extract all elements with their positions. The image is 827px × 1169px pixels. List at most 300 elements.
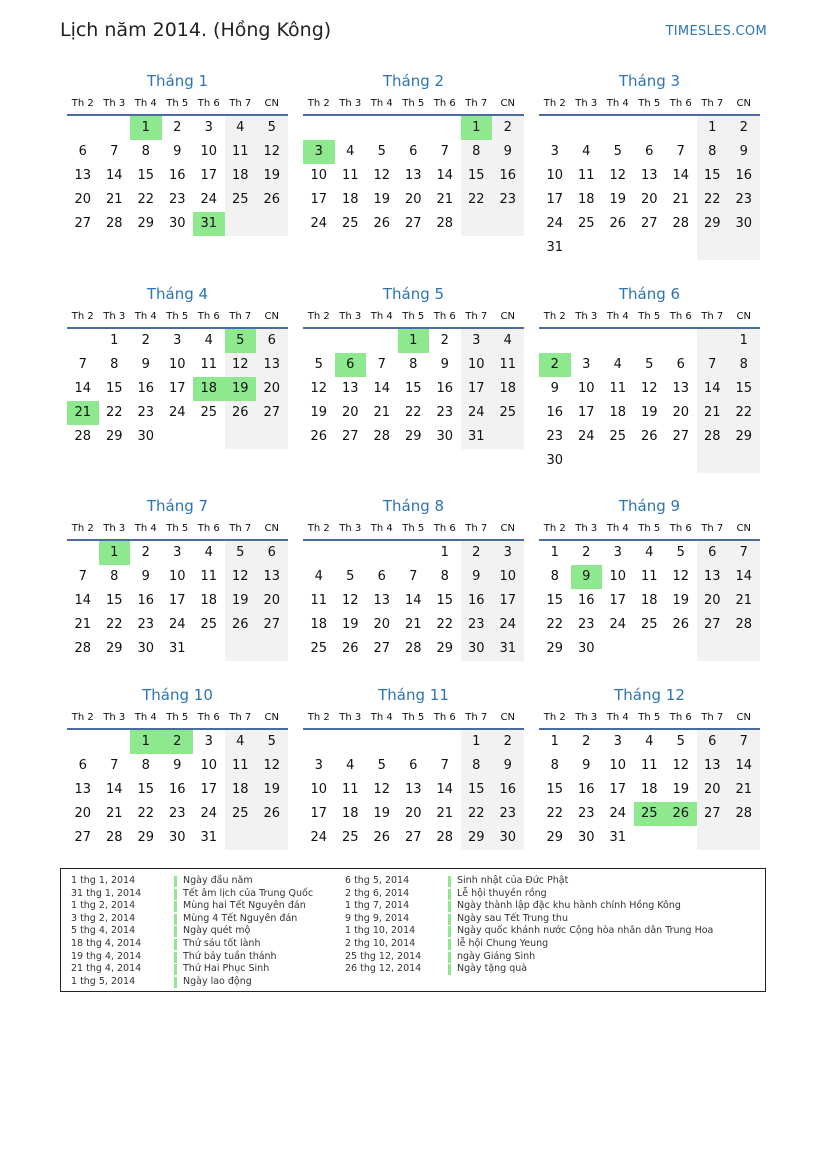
day-cell: 10 [200,758,218,773]
empty-day-cell [697,236,729,260]
legend-date: 6 thg 5, 2014 [345,875,410,886]
day-cell: 27 [404,830,422,845]
legend-row [345,938,713,951]
empty-day-cell [461,212,493,236]
day-cell: 26 [640,429,658,444]
weekday-label: Th 2 [307,522,330,534]
day-cell: 26 [256,802,288,826]
day-cell: 4 [492,329,524,353]
day-cell: 21 [105,806,123,821]
empty-day-cell [335,116,367,140]
day-cell: 18 [341,192,359,207]
legend-date: 5 thg 4, 2014 [71,925,136,937]
legend-date: 1 thg 10, 2014 [345,925,416,937]
weekday-label: Th 7 [465,97,488,109]
empty-day-cell [398,116,430,140]
day-cell: 8 [461,754,493,778]
weekday-label: CN [736,97,751,109]
day-cell: 2 [582,734,591,749]
day-cell: 6 [697,730,729,754]
weekday-label: CN [736,522,751,534]
day-cell: 15 [404,381,422,396]
day-cell: 11 [310,593,328,608]
day-cell: 28 [373,429,391,444]
legend-row [345,925,713,938]
day-cell: 15 [461,164,493,188]
legend-holiday-name: Mùng hai Tết Nguyên đán [183,900,306,912]
day-cell: 31 [546,240,564,255]
empty-day-cell [665,236,697,260]
empty-day-cell [99,730,131,754]
day-cell: 31 [461,425,493,449]
day-cell: 28 [436,830,454,845]
holiday-day-cell: 9 [571,565,603,589]
empty-day-cell [728,449,760,473]
day-cell: 6 [256,329,288,353]
weekday-header [67,706,288,730]
holiday-day-cell: 1 [99,541,131,565]
day-cell: 27 [74,216,92,231]
day-cell: 12 [256,140,288,164]
day-cell: 3 [173,333,182,348]
empty-day-cell [665,329,697,353]
day-cell: 1 [461,730,493,754]
day-cell: 13 [404,168,422,183]
day-cell: 3 [314,758,323,773]
day-cell: 28 [105,830,123,845]
holiday-marker [448,889,451,900]
day-cell: 5 [676,734,685,749]
weekday-header [303,305,524,329]
day-cell: 11 [492,353,524,377]
day-cell: 21 [672,192,690,207]
day-cell: 11 [225,754,257,778]
weekday-label: Th 2 [71,310,94,322]
empty-day-cell [225,212,257,236]
day-cell: 12 [672,569,690,584]
day-cell: 7 [440,758,449,773]
legend-holiday-name: Ngày lao động [183,975,252,987]
day-cell: 11 [200,569,218,584]
day-cell: 27 [640,216,658,231]
month-8 [303,495,524,661]
day-cell: 7 [377,357,386,372]
month-11 [303,684,524,850]
holiday-day-cell: 26 [665,802,697,826]
day-cell: 9 [141,357,150,372]
day-cell: 20 [74,192,92,207]
day-cell: 14 [74,381,92,396]
day-cell: 12 [373,782,391,797]
day-cell: 13 [256,565,288,589]
weekday-label: Th 3 [339,310,362,322]
day-cell: 20 [373,617,391,632]
weekday-header [67,92,288,116]
day-cell: 15 [105,381,123,396]
weekday-label: Th 3 [575,310,598,322]
holiday-marker [448,964,451,975]
brand-link[interactable]: TIMESLES.COM [665,24,767,39]
weekday-header [539,517,760,541]
day-cell: 4 [645,734,654,749]
weekday-label: Th 2 [307,711,330,723]
day-cell: 19 [373,192,391,207]
weekday-label: Th 4 [370,522,393,534]
day-cell: 8 [409,357,418,372]
day-cell: 17 [168,381,186,396]
empty-day-cell [665,826,697,850]
weekday-header [539,305,760,329]
day-cell: 21 [436,192,454,207]
weekday-label: Th 6 [197,711,220,723]
month-name: Tháng 9 [618,497,681,515]
day-cell: 6 [676,357,685,372]
day-grid [303,730,524,850]
day-cell: 17 [310,806,328,821]
day-cell: 8 [728,353,760,377]
day-cell: 1 [697,116,729,140]
day-cell: 11 [225,140,257,164]
empty-day-cell [634,329,666,353]
weekday-label: Th 7 [701,522,724,534]
day-cell: 25 [225,188,257,212]
day-cell: 29 [404,429,422,444]
month-name: Tháng 4 [146,285,209,303]
weekday-label: Th 5 [402,97,425,109]
day-cell: 26 [225,613,257,637]
holiday-marker [448,939,451,950]
day-cell: 12 [310,381,328,396]
legend-date: 18 thg 4, 2014 [71,937,142,949]
legend-row [71,913,313,926]
day-cell: 8 [110,569,119,584]
day-cell: 20 [697,778,729,802]
weekday-label: CN [264,711,279,723]
day-cell: 10 [492,565,524,589]
day-cell: 28 [672,216,690,231]
day-cell: 21 [74,617,92,632]
day-cell: 28 [74,429,92,444]
holiday-marker [448,901,451,912]
legend-row [345,913,713,926]
legend-holiday-name: Mùng 4 Tết Nguyên đán [183,912,298,924]
day-cell: 2 [461,541,493,565]
day-cell: 25 [200,617,218,632]
day-cell: 14 [728,754,760,778]
day-cell: 17 [492,589,524,613]
day-cell: 13 [74,168,92,183]
day-cell: 24 [461,401,493,425]
legend-holiday-name: Thứ Hai Phục Sinh [183,963,270,975]
day-cell: 26 [341,641,359,656]
weekday-label: Th 7 [701,97,724,109]
legend-date: 1 thg 5, 2014 [71,975,136,987]
weekday-label: Th 6 [669,97,692,109]
day-grid [303,329,524,449]
day-cell: 8 [110,357,119,372]
day-cell: 14 [105,168,123,183]
day-cell: 2 [728,116,760,140]
holiday-day-cell: 3 [303,140,335,164]
day-cell: 28 [728,613,760,637]
day-cell: 27 [404,216,422,231]
legend-date: 2 thg 10, 2014 [345,937,416,949]
day-cell: 3 [173,545,182,560]
day-cell: 16 [492,778,524,802]
day-cell: 23 [492,802,524,826]
weekday-label: Th 3 [103,522,126,534]
holiday-day-cell: 1 [398,329,430,353]
empty-day-cell [303,730,335,754]
day-grid [67,329,288,449]
day-cell: 15 [546,593,564,608]
day-cell: 29 [546,830,564,845]
day-cell: 28 [697,425,729,449]
weekday-label: Th 2 [543,97,566,109]
day-cell: 17 [200,168,218,183]
day-cell: 23 [137,617,155,632]
holiday-legend [60,868,766,992]
day-grid [303,116,524,236]
day-cell: 30 [168,216,186,231]
empty-day-cell [67,116,99,140]
day-cell: 17 [200,782,218,797]
day-cell: 29 [728,425,760,449]
empty-day-cell [429,116,461,140]
day-cell: 30 [577,641,595,656]
day-cell: 10 [168,569,186,584]
day-cell: 4 [225,116,257,140]
day-cell: 15 [137,782,155,797]
legend-holiday-name: Ngày quốc khánh nước Cộng hòa nhân dân Trung Hoa [457,925,714,937]
weekday-label: Th 4 [606,97,629,109]
legend-row [345,963,713,976]
legend-holiday-name: Thứ sáu tốt lành [183,937,261,949]
empty-day-cell [634,116,666,140]
weekday-label: Th 6 [433,711,456,723]
empty-day-cell [728,236,760,260]
day-cell: 17 [609,593,627,608]
holiday-day-cell: 2 [539,353,571,377]
empty-day-cell [602,116,634,140]
day-cell: 6 [377,569,386,584]
day-cell: 13 [672,381,690,396]
weekday-label: Th 3 [575,97,598,109]
empty-day-cell [665,449,697,473]
day-cell: 24 [168,617,186,632]
day-cell: 25 [609,429,627,444]
day-cell: 13 [341,381,359,396]
day-cell: 27 [74,830,92,845]
month-name: Tháng 11 [378,686,449,704]
day-cell: 7 [440,144,449,159]
day-cell: 4 [225,730,257,754]
day-cell: 30 [436,429,454,444]
empty-day-cell [335,541,367,565]
day-cell: 19 [256,778,288,802]
day-cell: 19 [609,192,627,207]
empty-day-cell [665,637,697,661]
day-cell: 8 [697,140,729,164]
day-cell: 29 [137,216,155,231]
month-name: Tháng 1 [146,72,209,90]
day-cell: 15 [105,593,123,608]
day-cell: 13 [697,565,729,589]
day-cell: 10 [577,381,595,396]
empty-day-cell [256,826,288,850]
empty-day-cell [366,730,398,754]
legend-row [71,925,313,938]
weekday-label: Th 4 [606,522,629,534]
day-cell: 3 [613,734,622,749]
day-cell: 18 [640,782,658,797]
day-cell: 7 [676,144,685,159]
day-cell: 31 [609,830,627,845]
weekday-label: CN [264,310,279,322]
day-cell: 27 [256,401,288,425]
day-cell: 2 [582,545,591,560]
weekday-label: Th 4 [606,711,629,723]
day-cell: 3 [204,734,213,749]
day-cell: 5 [256,730,288,754]
empty-day-cell [303,541,335,565]
day-cell: 9 [550,381,559,396]
empty-day-cell [366,541,398,565]
weekday-label: Th 7 [465,711,488,723]
day-cell: 26 [225,401,257,425]
day-cell: 15 [697,164,729,188]
day-cell: 20 [256,377,288,401]
weekday-label: Th 6 [669,711,692,723]
day-cell: 6 [256,541,288,565]
empty-day-cell [162,425,194,449]
weekday-label: Th 7 [229,97,252,109]
day-cell: 20 [640,192,658,207]
day-cell: 24 [200,192,218,207]
day-cell: 17 [461,377,493,401]
empty-day-cell [697,826,729,850]
weekday-label: CN [500,711,515,723]
day-grid [67,541,288,661]
day-cell: 25 [225,802,257,826]
day-cell: 7 [110,758,119,773]
day-cell: 4 [204,545,213,560]
day-cell: 22 [105,617,123,632]
day-cell: 25 [341,830,359,845]
day-cell: 16 [492,164,524,188]
day-cell: 14 [373,381,391,396]
day-cell: 1 [728,329,760,353]
day-grid [539,541,760,661]
day-cell: 23 [436,405,454,420]
day-cell: 5 [346,569,355,584]
day-cell: 25 [341,216,359,231]
day-cell: 18 [341,806,359,821]
weekday-label: Th 3 [103,97,126,109]
day-cell: 24 [577,429,595,444]
day-cell: 9 [173,144,182,159]
weekday-label: Th 4 [134,310,157,322]
empty-day-cell [602,329,634,353]
day-cell: 23 [577,617,595,632]
weekday-header [67,517,288,541]
day-cell: 31 [168,641,186,656]
day-cell: 14 [404,593,422,608]
legend-row [71,976,313,989]
legend-date: 2 thg 6, 2014 [345,887,410,899]
day-cell: 25 [492,401,524,425]
holiday-marker [174,977,177,988]
day-cell: 30 [492,826,524,850]
weekday-label: Th 5 [638,711,661,723]
day-cell: 19 [225,589,257,613]
day-cell: 15 [436,593,454,608]
day-grid [539,730,760,850]
weekday-label: CN [500,522,515,534]
empty-day-cell [366,116,398,140]
weekday-label: Th 4 [134,711,157,723]
day-cell: 8 [141,758,150,773]
month-3 [539,70,760,260]
day-cell: 13 [697,754,729,778]
holiday-day-cell: 2 [162,730,194,754]
weekday-label: Th 2 [71,711,94,723]
month-name: Tháng 6 [618,285,681,303]
day-cell: 8 [141,144,150,159]
day-cell: 9 [492,754,524,778]
day-cell: 3 [461,329,493,353]
day-cell: 21 [436,806,454,821]
weekday-label: Th 6 [433,97,456,109]
empty-day-cell [602,637,634,661]
weekday-label: Th 2 [71,522,94,534]
day-cell: 2 [492,116,524,140]
weekday-label: Th 3 [339,97,362,109]
day-cell: 4 [645,545,654,560]
weekday-label: Th 4 [370,711,393,723]
empty-day-cell [99,116,131,140]
weekday-header [539,92,760,116]
day-cell: 24 [310,830,328,845]
day-cell: 19 [341,617,359,632]
day-cell: 12 [256,754,288,778]
day-cell: 8 [550,758,559,773]
day-cell: 21 [728,589,760,613]
day-cell: 4 [346,758,355,773]
month-6 [539,283,760,473]
day-cell: 14 [436,168,454,183]
weekday-label: Th 5 [402,310,425,322]
month-name: Tháng 2 [382,72,445,90]
day-cell: 10 [310,782,328,797]
legend-date: 1 thg 2, 2014 [71,900,136,912]
day-cell: 29 [137,830,155,845]
holiday-day-cell: 31 [193,212,225,236]
month-2 [303,70,524,236]
day-cell: 15 [461,778,493,802]
weekday-label: Th 4 [606,310,629,322]
weekday-label: Th 5 [166,522,189,534]
day-cell: 7 [409,569,418,584]
day-cell: 17 [546,192,564,207]
weekday-label: Th 6 [197,522,220,534]
month-name: Tháng 3 [618,72,681,90]
empty-day-cell [303,329,335,353]
day-cell: 26 [373,216,391,231]
weekday-label: Th 7 [465,310,488,322]
day-cell: 20 [341,405,359,420]
day-cell: 14 [728,565,760,589]
